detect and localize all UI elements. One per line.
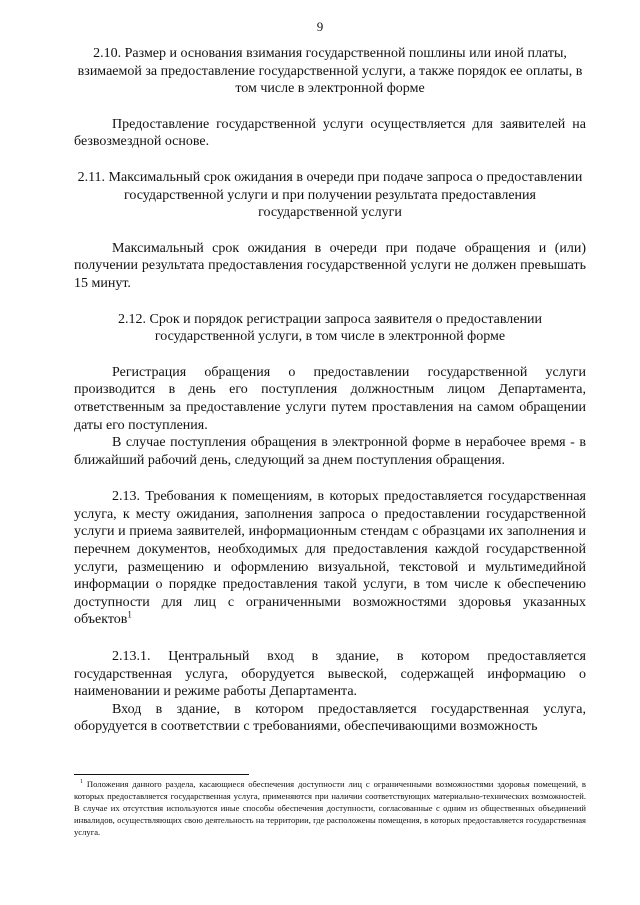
footnote: [74, 778, 586, 838]
section-2-10-paragraph: Предоставление государственной услуги осуществляется для заявителей на безвозмездной основе.: [74, 116, 586, 150]
footnote-separator: [74, 774, 249, 775]
section-2-11-heading: 2.11. Максимальный срок ожидания в очереди при подаче запроса о предоставлении государственной услуги и при получении результата предоставления государственной услуги: [77, 169, 583, 221]
section-2-13-1-paragraph-2: Вход в здание, в котором предоставляется государственная услуга, оборудуется в соответствии с требованиями, обеспечивающими возможность: [74, 701, 586, 735]
section-2-12-paragraph-2: В случае поступления обращения в электронной форме в нерабочее время - в ближайший рабочий день, следующий за днем поступления обращения.: [74, 435, 586, 468]
page-content: [74, 45, 586, 736]
section-2-13-1-paragraph-1: 2.13.1. Центральный вход в здание, в котором предоставляется государственная услуга, оборудуется вывеской, содержащей информацию о наименовании и режиме работы Департамента.: [74, 649, 586, 700]
section-2-10-heading: 2.10. Размер и основания взимания государственной пошлины или иной платы, взимаемой за предоставление государственной услуги, а также порядок ее оплаты, в том числе в электронной форме: [77, 46, 583, 97]
section-2-12-heading: 2.12. Срок и порядок регистрации запроса заявителя о предоставлении государственной услуги, в том числе в электронной форме: [118, 311, 542, 345]
footnote-marker: 1: [80, 779, 83, 786]
section-2-13-paragraph: [74, 488, 586, 629]
footnote-reference: 1: [127, 609, 132, 620]
footnote-text: Положения данного раздела, касающиеся обеспечения доступности лиц с ограниченными возможностями здоровья помещений, в которых предоставляется государственная услуга, применяются при наличии соответствующих материально-технических возможностей. В случае их отсутствия используются иные способы обеспечения доступности, согласованные с одним из общественных объединений инвалидов, осуществляющих свою деятельность на территории, где расположены помещения, в которых предоставляется государственная услуга.: [74, 779, 586, 837]
page-number: 9: [316, 19, 324, 34]
section-2-12-paragraph-1: Регистрация обращения о предоставлении государственной услуги производится в день его поступления должностным лицом Департамента, ответственным за предоставление услуги путем проставления на самом обращении даты его поступления.: [74, 364, 586, 433]
section-2-13-text: 2.13. Требования к помещениям, в которых предоставляется государственная услуга, к месту ожидания, заполнения запроса о предоставлении государственной услуги и приема заявителей, информационным стендам с образцами их заполнения и перечнем документов, необходимых для предоставления каждой государственной услуги, размещению и оформлению визуальной, текстовой и мультимедийной информации о порядке предоставления такой услуги, в том числе к обеспечению доступности для лиц с ограниченными возможностями здоровья указанных объектов: [74, 489, 586, 628]
section-2-11-paragraph: Максимальный срок ожидания в очереди при подаче обращения и (или) получении результата предоставления государственной услуги не должен превышать 15 минут.: [74, 240, 586, 291]
